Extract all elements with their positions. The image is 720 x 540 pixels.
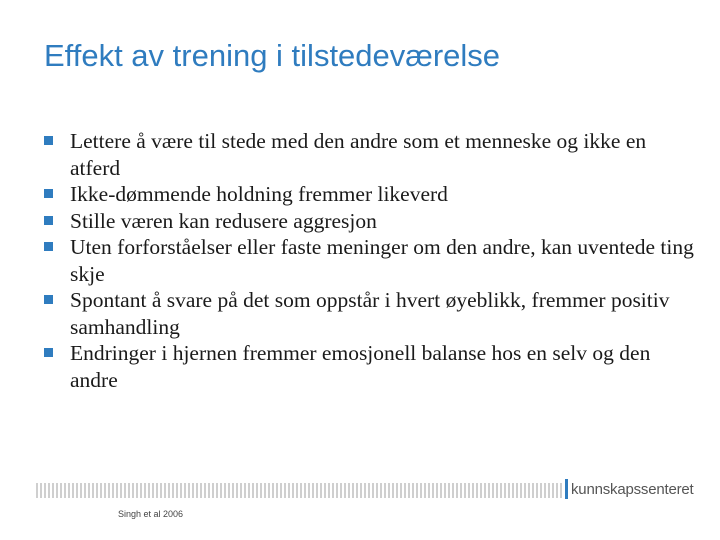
footer-stripe (88, 483, 90, 498)
footer-stripe (192, 483, 194, 498)
logo-text: kunnskapssenteret (571, 480, 694, 498)
footer-stripe (116, 483, 118, 498)
footer-stripe (152, 483, 154, 498)
square-bullet-icon (44, 189, 53, 198)
square-bullet-icon (44, 348, 53, 357)
footer-stripe (216, 483, 218, 498)
footer-stripe (440, 483, 442, 498)
footer-stripe (144, 483, 146, 498)
footer-stripe (372, 483, 374, 498)
footer-stripe (64, 483, 66, 498)
footer-stripe (288, 483, 290, 498)
footer-stripe (344, 483, 346, 498)
footer-stripe (224, 483, 226, 498)
footer-stripe (516, 483, 518, 498)
footer-stripe (380, 483, 382, 498)
footer-stripe (204, 483, 206, 498)
footer-stripe (100, 483, 102, 498)
footer-stripe (200, 483, 202, 498)
footer-stripe (308, 483, 310, 498)
footer-stripe (424, 483, 426, 498)
footer-stripe-bar (36, 483, 564, 498)
square-bullet-icon (44, 136, 53, 145)
bullet-text: Endringer i hjernen fremmer emosjonell balanse hos en selv og den andre (70, 341, 651, 392)
bullet-list (44, 128, 694, 393)
footer-stripe (68, 483, 70, 498)
footer-stripe (240, 483, 242, 498)
footer-stripe (112, 483, 114, 498)
footer-stripe (124, 483, 126, 498)
footer-stripe (432, 483, 434, 498)
footer-stripe (212, 483, 214, 498)
footer-stripe (140, 483, 142, 498)
square-bullet-icon (44, 295, 53, 304)
footer-stripe (164, 483, 166, 498)
footer-stripe (388, 483, 390, 498)
footer-stripe (356, 483, 358, 498)
footer-stripe (420, 483, 422, 498)
footer-stripe (456, 483, 458, 498)
footer-stripe (156, 483, 158, 498)
square-bullet-icon (44, 242, 53, 251)
footer-stripe (324, 483, 326, 498)
footer-stripe (148, 483, 150, 498)
footer-stripe (236, 483, 238, 498)
footer-stripe (384, 483, 386, 498)
footer-stripe (348, 483, 350, 498)
footer-stripe (472, 483, 474, 498)
footer-stripe (176, 483, 178, 498)
footer-stripe (276, 483, 278, 498)
footer-stripe (92, 483, 94, 498)
footer-stripe (484, 483, 486, 498)
footer-stripe (392, 483, 394, 498)
footer-stripe (548, 483, 550, 498)
footer-stripe (232, 483, 234, 498)
footer-stripe (44, 483, 46, 498)
footer-stripe (416, 483, 418, 498)
footer-stripe (292, 483, 294, 498)
footer-stripe (268, 483, 270, 498)
bullet-item (44, 340, 694, 393)
footer-stripe (404, 483, 406, 498)
footer-stripe (96, 483, 98, 498)
bullet-item (44, 287, 694, 340)
footer-stripe (492, 483, 494, 498)
footer-stripe (500, 483, 502, 498)
footer-stripe (544, 483, 546, 498)
bullet-text: Lettere å være til stede med den andre som et menneske og ikke en atferd (70, 129, 647, 180)
footer-stripe (184, 483, 186, 498)
footer-stripe (36, 483, 38, 498)
bullet-item (44, 234, 694, 287)
footer-stripe (76, 483, 78, 498)
footer-stripe (412, 483, 414, 498)
footer-stripe (260, 483, 262, 498)
footer-stripes-graphic (36, 483, 564, 498)
footer-stripe (252, 483, 254, 498)
footer-stripe (488, 483, 490, 498)
footer-stripe (40, 483, 42, 498)
footer-stripe (396, 483, 398, 498)
footer-stripe (328, 483, 330, 498)
bullet-text: Ikke-dømmende holdning fremmer likeverd (70, 182, 448, 206)
footer-stripe (536, 483, 538, 498)
footer-stripe (464, 483, 466, 498)
footer-stripe (508, 483, 510, 498)
footer-stripe (120, 483, 122, 498)
footer-stripe (136, 483, 138, 498)
footer-stripe (60, 483, 62, 498)
footer-stripe (504, 483, 506, 498)
footer-stripe (556, 483, 558, 498)
footer-stripe (316, 483, 318, 498)
footer-stripe (524, 483, 526, 498)
footer-stripe (480, 483, 482, 498)
footer-stripe (108, 483, 110, 498)
footer-stripe (104, 483, 106, 498)
footer-stripe (272, 483, 274, 498)
footer-stripe (400, 483, 402, 498)
footer-stripe (84, 483, 86, 498)
footer-stripe (296, 483, 298, 498)
source-note: Singh et al 2006 (118, 509, 184, 519)
footer-stripe (496, 483, 498, 498)
footer-stripe (320, 483, 322, 498)
logo-mark-icon (565, 479, 568, 499)
bullet-item (44, 128, 694, 181)
footer-stripe (300, 483, 302, 498)
footer-stripe (448, 483, 450, 498)
footer-stripe (248, 483, 250, 498)
footer-stripe (264, 483, 266, 498)
footer-stripe (460, 483, 462, 498)
footer-stripe (56, 483, 58, 498)
footer-stripe (532, 483, 534, 498)
footer-stripe (180, 483, 182, 498)
footer-stripe (452, 483, 454, 498)
bullet-item (44, 208, 694, 235)
footer-stripe (376, 483, 378, 498)
footer-stripe (436, 483, 438, 498)
footer-stripe (80, 483, 82, 498)
footer-stripe (468, 483, 470, 498)
bullet-text: Stille væren kan redusere aggresjon (70, 208, 377, 233)
footer-stripe (280, 483, 282, 498)
footer-stripe (528, 483, 530, 498)
footer-stripe (228, 483, 230, 498)
footer-stripe (208, 483, 210, 498)
footer-stripe (312, 483, 314, 498)
footer-stripe (476, 483, 478, 498)
footer-stripe (552, 483, 554, 498)
footer-stripe (332, 483, 334, 498)
bullet-item (44, 181, 694, 208)
footer-stripe (340, 483, 342, 498)
footer-stripe (220, 483, 222, 498)
footer-stripe (368, 483, 370, 498)
slide-title: Effekt av trening i tilstedeværelse (44, 38, 501, 73)
footer-stripe (428, 483, 430, 498)
bullet-text: Spontant å svare på det som oppstår i hvert øyeblikk, fremmer positiv samhandling (70, 288, 670, 339)
footer-stripe (512, 483, 514, 498)
footer-stripe (408, 483, 410, 498)
square-bullet-icon (44, 216, 53, 225)
footer-stripe (48, 483, 50, 498)
footer-stripe (336, 483, 338, 498)
footer-stripe (160, 483, 162, 498)
footer-stripe (284, 483, 286, 498)
footer-stripe (128, 483, 130, 498)
footer-stripe (168, 483, 170, 498)
footer-stripe (256, 483, 258, 498)
logo (565, 478, 694, 500)
footer-stripe (172, 483, 174, 498)
footer-stripe (352, 483, 354, 498)
footer-stripe (540, 483, 542, 498)
footer-stripe (444, 483, 446, 498)
bullet-text: Uten forforståelser eller faste meninger om den andre, kan uventede ting skje (70, 235, 694, 286)
footer-stripe (188, 483, 190, 498)
footer-stripe (560, 483, 562, 498)
footer-stripe (304, 483, 306, 498)
footer-stripe (72, 483, 74, 498)
footer-stripe (132, 483, 134, 498)
footer-stripe (364, 483, 366, 498)
footer-stripe (196, 483, 198, 498)
footer-stripe (244, 483, 246, 498)
footer-stripe (520, 483, 522, 498)
footer-stripe (52, 483, 54, 498)
footer-stripe (360, 483, 362, 498)
